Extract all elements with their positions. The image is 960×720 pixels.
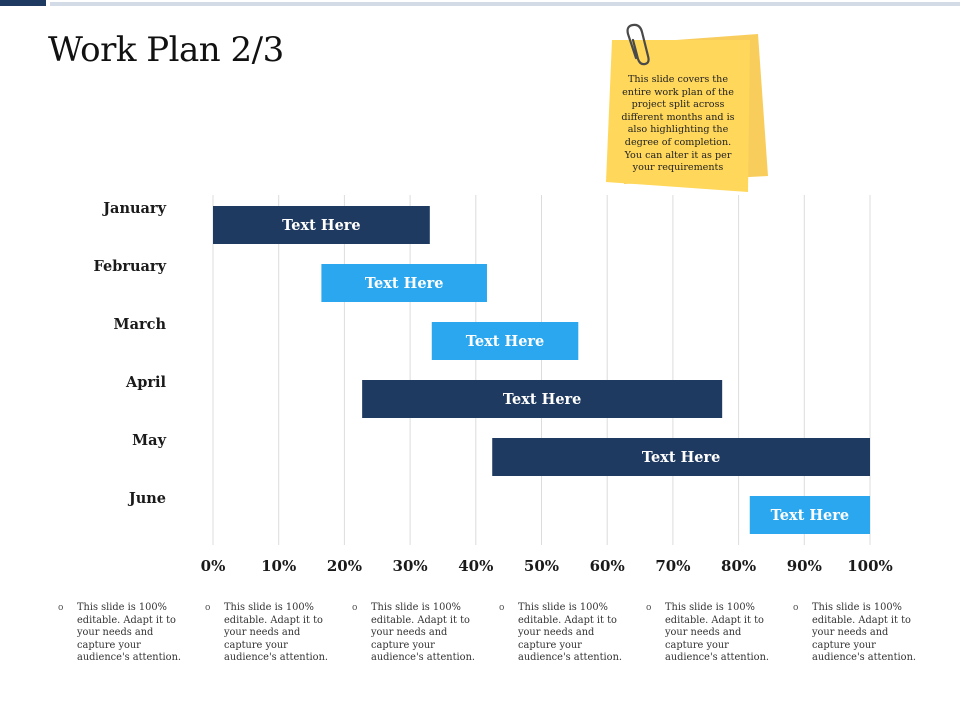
footer-item-text: This slide is 100% editable. Adapt it to your needs and capture your audience's attention. <box>812 602 916 664</box>
bar-label: Text Here <box>364 275 444 292</box>
footer-item-text: This slide is 100% editable. Adapt it to your needs and capture your audience's attention. <box>371 602 475 664</box>
x-tick-label: 80% <box>721 557 757 575</box>
sticky-note-text: This slide covers the entire work plan of the project split across different months and is also highlighting the degree of completion. You can alter it as per your requirements <box>621 74 735 174</box>
category-label: May <box>132 432 166 449</box>
bullet-icon: o <box>646 603 652 613</box>
category-label: March <box>113 316 166 333</box>
bar-label: Text Here <box>770 507 850 524</box>
category-label: June <box>128 490 166 507</box>
bullet-icon: o <box>205 603 211 613</box>
footer-item-text: This slide is 100% editable. Adapt it to your needs and capture your audience's attention. <box>77 602 181 664</box>
category-labels <box>93 200 166 507</box>
bullet-icon: o <box>58 603 64 613</box>
x-tick-label: 100% <box>847 557 893 575</box>
sticky-note <box>600 22 775 197</box>
footer-notes <box>58 602 938 682</box>
chart-grid <box>213 195 870 545</box>
x-tick-label: 60% <box>589 557 625 575</box>
bar-label: Text Here <box>282 217 361 234</box>
bar-label: Text Here <box>502 391 582 408</box>
page-title: Work Plan 2/3 <box>48 30 284 70</box>
x-tick-label: 30% <box>392 557 428 575</box>
x-tick-label: 40% <box>458 557 494 575</box>
bullet-icon: o <box>352 603 358 613</box>
x-tick-label: 70% <box>655 557 691 575</box>
x-tick-label: 20% <box>326 557 362 575</box>
bullet-icon: o <box>793 603 799 613</box>
footer-item-text: This slide is 100% editable. Adapt it to your needs and capture your audience's attention. <box>518 602 622 664</box>
x-tick-label: 50% <box>523 557 560 575</box>
bullet-icon: o <box>499 603 505 613</box>
category-label: February <box>93 258 166 275</box>
bar-label: Text Here <box>465 333 545 350</box>
category-label: January <box>103 200 166 217</box>
bar-label: Text Here <box>641 449 721 466</box>
x-tick-labels <box>201 557 893 575</box>
x-tick-label: 10% <box>261 557 297 575</box>
x-tick-label: 0% <box>200 557 226 575</box>
x-tick-label: 90% <box>786 557 822 575</box>
footer-item-text: This slide is 100% editable. Adapt it to your needs and capture your audience's attention. <box>665 602 769 664</box>
category-label: April <box>125 374 166 391</box>
footer-item-text: This slide is 100% editable. Adapt it to your needs and capture your audience's attention. <box>224 602 328 664</box>
